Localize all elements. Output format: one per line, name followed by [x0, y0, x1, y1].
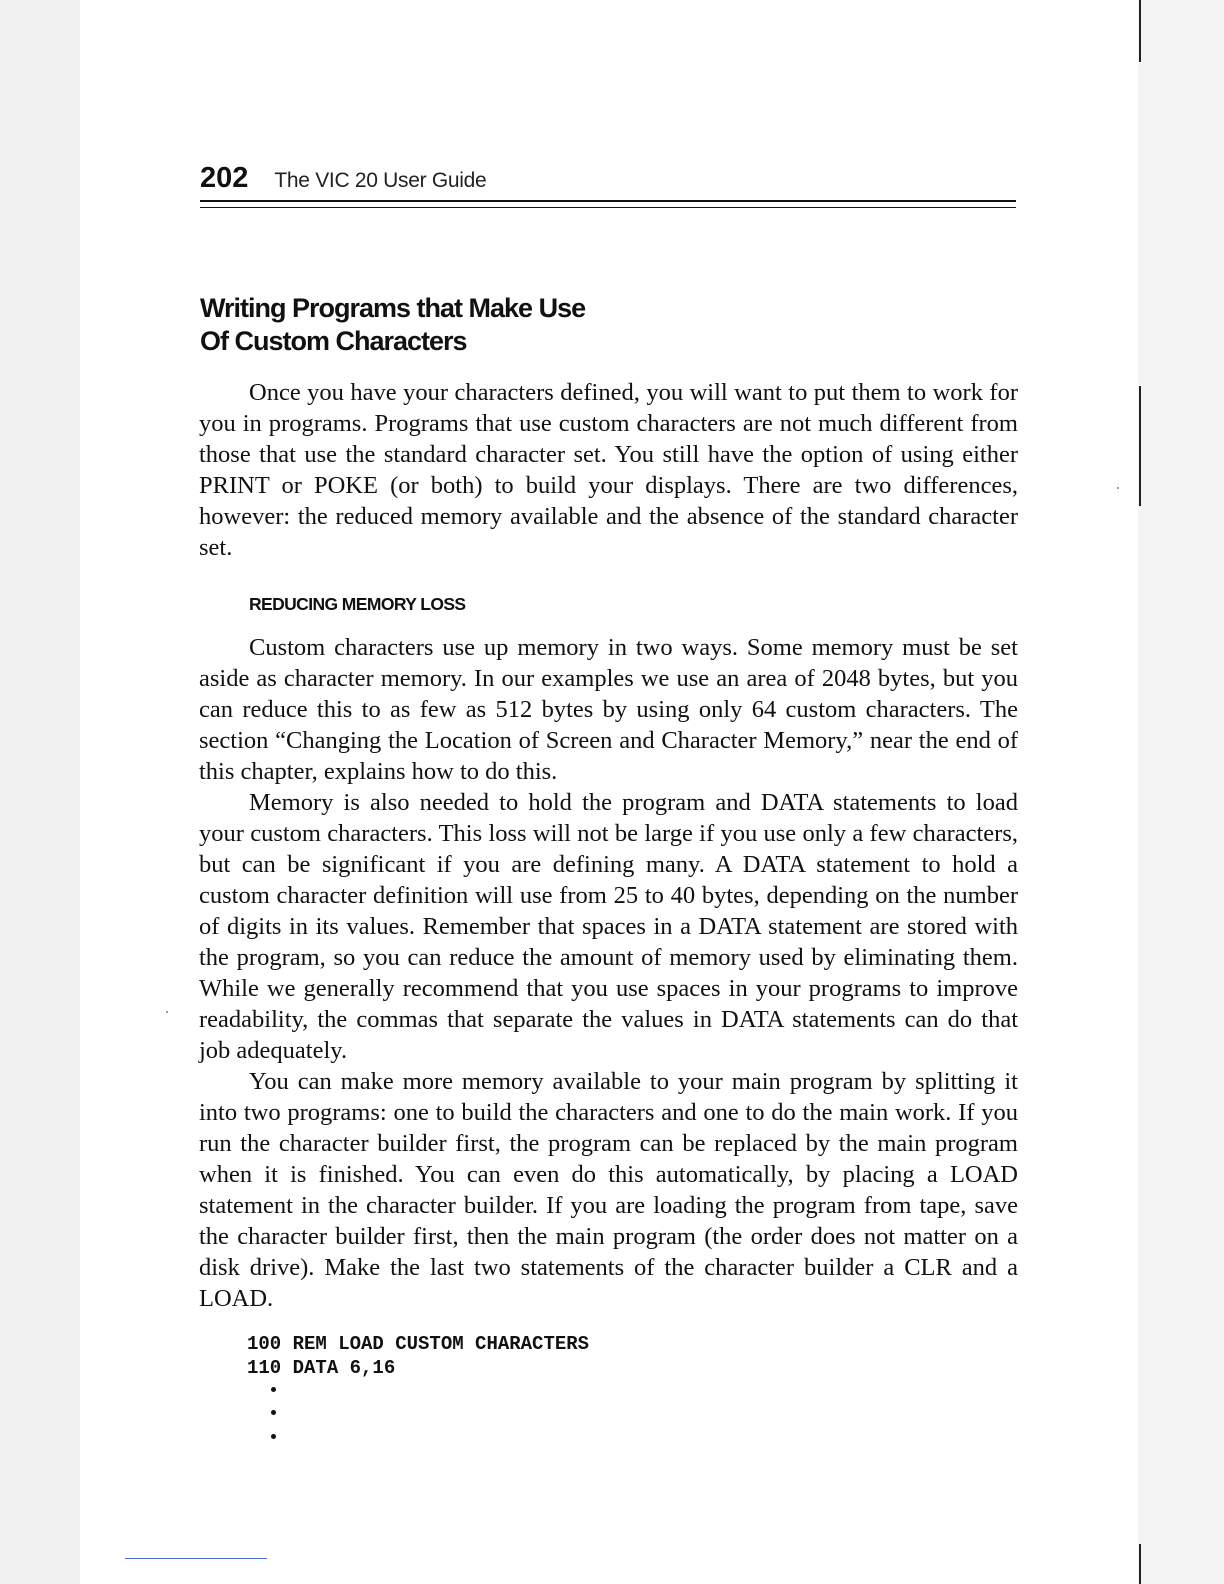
subsection-text: [199, 632, 1018, 1314]
running-head: The VIC 20 User Guide: [274, 169, 487, 192]
code-listing: [247, 1332, 589, 1380]
section-heading-line: Of Custom Characters: [200, 326, 467, 356]
intro-text: [199, 377, 1018, 563]
scan-edge-mark: [1139, 1544, 1141, 1584]
code-line: 100 REM LOAD CUSTOM CHARACTERS: [247, 1333, 590, 1355]
scan-margin-left: [0, 0, 80, 1584]
body-paragraph: Custom characters use up memory in two ways. Some memory must be set aside as character memory. In our examples we use an area of 2048 bytes, but you can reduce this to as few as 512 bytes by using only 64 custom characters. The section “Changing the Location of Screen and Character Memory,” near the end of this chapter, explains how to do this.: [199, 634, 1018, 785]
footer-link-underline: [125, 1558, 267, 1559]
scan-edge-mark: [1139, 386, 1141, 506]
continuation-dot: [271, 1387, 276, 1392]
continuation-dot: [271, 1410, 276, 1415]
scan-speck: [166, 1011, 168, 1013]
intro-paragraph: Once you have your characters defined, you will want to put them to work for you in programs. Programs that use custom characters are not much different from those that use the standard character set. You still have the option of using either PRINT or POKE (or both) to build your displays. There are two differences, however: the reduced memory available and the absence of the standard character set.: [199, 379, 1018, 561]
continuation-dot: [271, 1434, 276, 1439]
page-header: [200, 162, 1016, 208]
header-rule-thin: [200, 207, 1016, 208]
body-paragraph: You can make more memory available to your main program by splitting it into two programs: one to build the characters and one to do the main work. If you run the character builder first, the program can be replaced by the main program when it is finished. You can even do this automatically, by placing a LOAD statement in the character builder. If you are loading the program from tape, save the character builder first, then the main program (the order does not matter on a disk drive). Make the last two statements of the character builder a CLR and a LOAD.: [199, 1068, 1018, 1312]
scan-margin-right: [1138, 0, 1224, 1584]
code-line: 110 DATA 6,16: [247, 1357, 396, 1379]
page-number: 202: [200, 162, 249, 194]
section-heading-line: Writing Programs that Make Use: [200, 293, 586, 323]
scan-edge-mark: [1139, 0, 1141, 62]
section-heading: [200, 292, 585, 358]
scan-speck: [1117, 487, 1119, 489]
header-rule: [200, 200, 1016, 202]
subsection-heading: REDUCING MEMORY LOSS: [249, 594, 466, 614]
body-paragraph: Memory is also needed to hold the program and DATA statements to load your custom characters. This loss will not be large if you use only a few characters, but can be significant if you are defining many. A DATA statement to hold a custom character definition will use from 25 to 40 bytes, depending on the number of digits in its values. Remember that spaces in a DATA statement are stored with the program, so you can reduce the amount of memory used by eliminating them. While we generally recommend that you use spaces in your programs to improve readability, the commas that separate the values in DATA statements can do that job adequately.: [199, 789, 1018, 1064]
